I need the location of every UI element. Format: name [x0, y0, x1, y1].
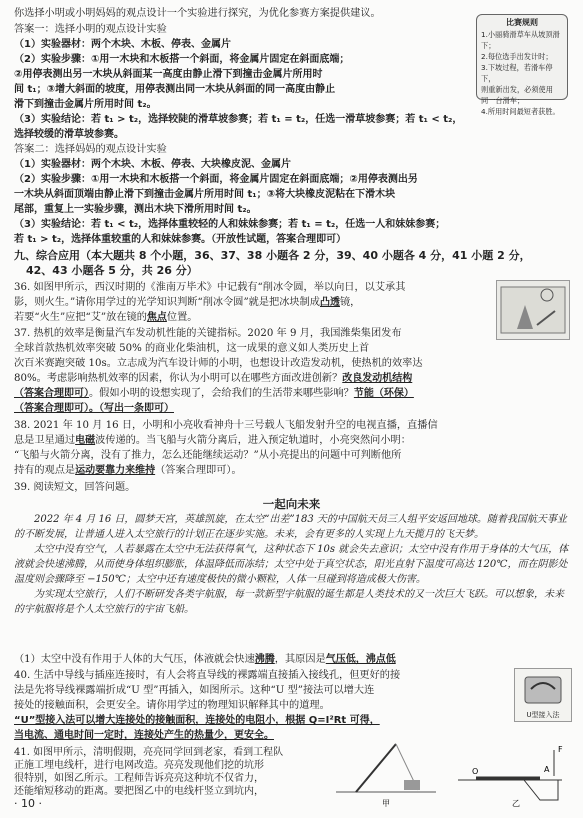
answer-blank: 电磁: [75, 435, 96, 446]
u-plug-illustration: [514, 668, 572, 722]
answer-line: ②用停表测出另一木块从斜面某一高度由静止滑下到撞击金属片所用时: [14, 69, 323, 80]
question-text: ，其原因是: [274, 654, 326, 665]
answer-blank: 节能（环保）: [353, 388, 414, 399]
question-41: [14, 746, 324, 798]
answer-blank: 焦点: [146, 312, 167, 323]
answer-line: 间 t₁；③增大斜面的坡度，用停表测出同一木块从斜面的同一高度由静止: [14, 84, 336, 95]
figure-caption: 乙: [512, 799, 520, 808]
question-text: 息是卫星通过: [14, 435, 76, 446]
u-wire-icon: [515, 669, 571, 709]
rules-line: 2.每位选手出发计时；: [481, 52, 553, 61]
question-37: [14, 326, 570, 416]
question-text: 很特别，如图乙所示。工程师告诉亮亮这种坑不仅省力，: [14, 773, 264, 784]
question-text: 影，则火生。”请你用学过的光学知识判断“削冰令圆”就是把冰块制成: [14, 297, 320, 308]
question-36: [14, 280, 484, 325]
force-label: F: [558, 745, 563, 754]
question-text: 接处的接触面积，会更安全。请你用学过的物理知识解释其中的道理。: [14, 700, 330, 711]
answer-line: （2）实验步骤：①用一木块和木板搭一个斜面，将金属片固定在斜面底端；②用停表测出另: [14, 174, 418, 185]
question-text: 次百米赛跑突破 10s。立志成为汽车设计师的小明，也想设计改造发动机，使热机的效率达: [14, 358, 423, 369]
question-39-subs: [14, 652, 570, 667]
answer-line: （1）实验器材：两个木块、木板、停表、金属片: [14, 39, 231, 50]
pole-figures: [326, 730, 572, 808]
answer-line: （2）实验步骤：①用一木块和木板搭一个斜面，将金属片固定在斜面底端；: [14, 54, 350, 65]
rules-line: 4.所用时间最短者获胜。: [481, 107, 560, 116]
answer-blank: （答案合理即可）: [14, 388, 89, 399]
question-text: 持有的观点是: [14, 465, 76, 476]
passage-paragraph: 太空中没有空气，人若暴露在太空中无法获得氧气，这种状态下 10s 就会失去意识；太空中没有作用于身体的大气压，体液就会快速沸腾，从而使身体组织膨胀，体温降低而冻结；太空中处于真空状态，阳光直射下温度可高达 120℃，而在阴影处温度则会骤降至 −150℃；太空中还有速度极快的微小颗粒，人体一旦碰到将造成极大伤害。: [14, 544, 569, 585]
passage-paragraph: 为实现太空旅行，人们不断研发各类宇航服，每一款新型宇航服的诞生都是人类技术的又一次巨大飞跃。可以想象，未来的宇航服将是个人太空旅行的宇宙飞船。: [14, 589, 564, 615]
question-text: 40. 生活中导线与插座连接时，有人会将直导线的裸露端直接插入接线孔，但更好的接: [14, 670, 401, 681]
question-text: 37. 热机的效率是衡量汽车发动机性能的关键指标。2020 年 9 月，我国潍柴集团发布: [14, 328, 402, 339]
intro-line: 你选择小明或小明妈妈的观点设计一个实验进行探究，为优化参赛方案提供建议。: [14, 8, 381, 19]
question-text: 38. 2021 年 10 月 16 日，小明和小亮收看神舟十三号载人飞船发射升空的电视直播，直播信: [14, 420, 438, 431]
page-number: · 10 ·: [14, 797, 42, 810]
figure-caption: 甲: [382, 799, 390, 808]
answer-line: 若 t₁ > t₂，选择体重较重的人和妹妹参赛。（开放性试题，答案合理即可）: [14, 234, 347, 245]
question-text: 80%。考虑影响热机效率的因素，你认为小明可以在哪些方面改进创新？: [14, 373, 343, 384]
question-text: 位置。: [166, 312, 198, 323]
rules-line: 则重新出发，必须使用: [481, 85, 553, 94]
answer-line: （3）实验结论：若 t₁ > t₂，选择较陡的滑草坡参赛；若 t₁ = t₂，任选一滑草坡参赛；若 t₁ < t₂，: [14, 114, 463, 125]
question-text: （1）太空中没有作用于人体的大气压，体液就会快速: [14, 654, 255, 665]
answer-blank: 气压低，沸点低: [325, 654, 396, 665]
question-39: 39. 阅读短文，回答问题。: [14, 482, 136, 493]
question-text: 镜，: [339, 297, 361, 308]
rules-line: 同一台滑车；: [481, 96, 525, 105]
question-text: 36. 如图甲所示，西汉时期的《淮南万毕术》中记载有“削冰令圆，举以向日，以艾承其: [14, 282, 406, 293]
question-text: 波传递的。当飞船与火箭分离后，进入预定轨道时，小亮突然问小明：: [95, 435, 411, 446]
question-text: 法是先将导线裸露端折成“U 型”再插入，如图所示。这种“U 型”接法可以增大连: [14, 685, 375, 696]
question-text: “飞船与火箭分离，没有了推力，怎么还能继续运动？”从小亮提出的问题中可判断他所: [14, 450, 402, 461]
question-text: 。假如小明的设想实现了，会给我们的生活带来哪些影响？: [89, 388, 354, 399]
answer-blank: （答案合理即可）。（写出一条即可）: [14, 403, 174, 414]
rules-line: 1.小丽骑滑草车从坡顶滑下；: [481, 30, 560, 50]
answer-two-header: 答案二：选择妈妈的观点设计实验: [14, 144, 167, 155]
question-text: 41. 如图甲所示，清明假期，亮亮同学回到老家，看到工程队: [14, 747, 284, 758]
answer-line: 选择较缓的滑草坡参赛。: [14, 129, 124, 140]
answer-line: “U”型接入法可以增大连接处的接触面积，连接处的电阻小，根据 Q=I²Rt 可得，: [14, 715, 380, 726]
question-text: 正施工埋电线杆，进行电网改造。亮亮发现他们挖的坑形: [14, 760, 264, 771]
answer-one: [14, 22, 474, 112]
question-text: （答案合理即可）。: [155, 465, 242, 476]
question-text: 全球首款热机效率突破 50% 的商业化柴油机，这一成果的意义如人类历史上首: [14, 343, 370, 354]
passage-paragraph: 2022 年 4 月 16 日，圆梦天宫，英雄凯旋，在太空“出差”183 天的中国航天员三人组平安返回地球。随着我国航天事业的不断发展，让普通人进入太空旅行的计划正在逐步实施。未来，会有更多的人实现上九天揽月的飞天梦。: [14, 514, 567, 540]
answer-blank: 凸透: [319, 297, 340, 308]
answer-one-conclusion: [14, 112, 570, 142]
answer-line: 滑下到撞击金属片所用时间 t₂。: [14, 99, 157, 110]
answer-one-header: 答案一：选择小明的观点设计实验: [14, 24, 167, 35]
question-text: 若要“火生”应把“艾”放在镜的: [14, 312, 147, 323]
answer-line: （1）实验器材：两个木块、木板、停表、大块橡皮泥、金属片: [14, 159, 291, 170]
point-label: O: [472, 767, 479, 776]
section-title: 九、综合应用（本大题共 8 个小题，36、37、38 小题各 2 分，39、40 小题各 4 分，41 小题 2 分，: [14, 249, 531, 262]
figure-caption: U型接入法: [526, 711, 560, 719]
question-38: [14, 418, 570, 478]
section-title-2: 42、43 小题各 5 分，共 26 分）: [26, 264, 198, 277]
rules-line: 3.下坡过程，若滑车停下，: [481, 63, 553, 83]
answer-blank: 沸腾: [254, 654, 275, 665]
point-label: A: [544, 765, 550, 774]
answer-line: 当电流、通电时间一定时，连接处产生的热量少，更安全。: [14, 730, 274, 741]
answer-blank: 改良发动机结构: [342, 373, 413, 384]
answer-blank: 运动要靠力来维持: [75, 465, 156, 476]
figure-jia: [336, 744, 436, 792]
answer-line: 一木块从斜面顶端由静止滑下到撞击金属片所用时间 t₁；③将大块橡皮泥粘在下滑木块: [14, 189, 396, 200]
passage: [14, 512, 570, 617]
passage-title: 一起向未来: [262, 497, 321, 511]
answer-line: （3）实验结论：若 t₁ < t₂，选择体重较轻的人和妹妹参赛；若 t₁ = t₂，任选一人和妹妹参赛；: [14, 219, 446, 230]
answer-two: [14, 142, 570, 247]
section-heading: [14, 248, 574, 278]
rules-title: 比赛规则: [506, 18, 538, 27]
rules-box: [476, 14, 568, 116]
answer-line: 尾部，重复上一实验步骤，测出木块下滑所用时间 t₂。: [14, 204, 257, 215]
question-text: 还能缩短移动的距离。要把图乙中的电线杆竖立到坑内，: [14, 786, 264, 797]
